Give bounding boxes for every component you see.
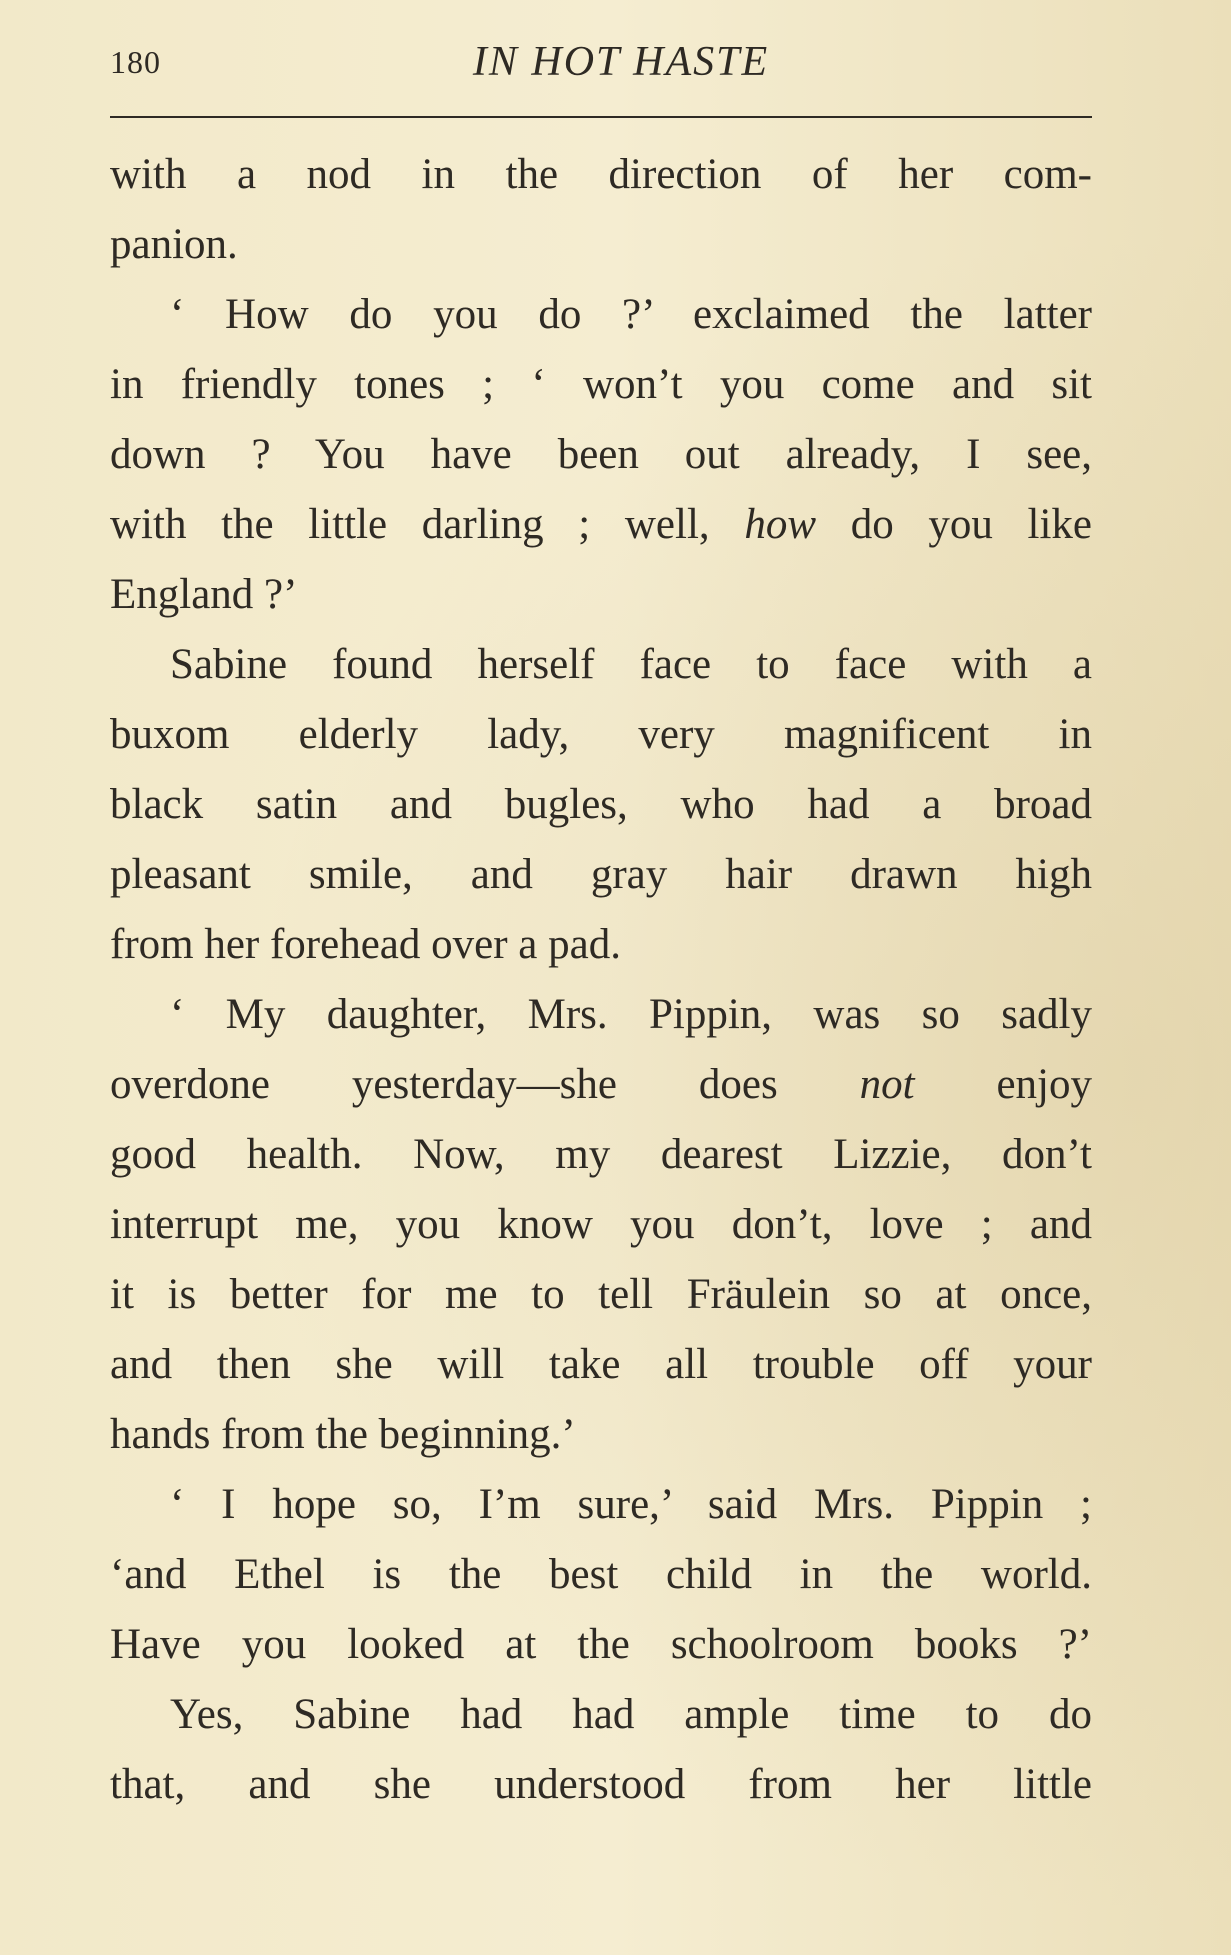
italic-word: not (859, 1061, 915, 1108)
text-line: buxom elderly lady, very magnificent in (110, 711, 1092, 758)
text-segment: do you like (850, 501, 1093, 548)
text-segment: overdone yesterday—she does (110, 1061, 778, 1108)
text-line: in friendly tones ; ‘ won’t you come and sit (110, 361, 1092, 408)
text-line: with a nod in the direction of her com- (110, 151, 1092, 198)
text-line: ‘ How do you do ?’ exclaimed the latter (170, 291, 1092, 338)
text-line: panion. (110, 221, 238, 268)
text-line: ‘ I hope so, I’m sure,’ said Mrs. Pippin ; (170, 1481, 1092, 1528)
text-line: and then she will take all trouble off your (110, 1341, 1092, 1388)
text-line: pleasant smile, and gray hair drawn high (110, 851, 1092, 898)
text-line: down ? You have been out already, I see, (110, 431, 1092, 478)
text-line: ‘ My daughter, Mrs. Pippin, was so sadly (170, 991, 1092, 1038)
text-line: good health. Now, my dearest Lizzie, don’t (110, 1131, 1092, 1178)
book-page (110, 0, 1092, 1955)
running-title: IN HOT HASTE (472, 39, 770, 85)
text-line: hands from the beginning.’ (110, 1411, 576, 1458)
text-line: England ?’ (110, 571, 298, 618)
text-line: interrupt me, you know you don’t, love ; and (110, 1201, 1092, 1248)
text-line (110, 490, 1092, 560)
text-line: Yes, Sabine had had ample time to do (170, 1691, 1092, 1738)
text-segment: with the little darling ; well, (110, 501, 710, 548)
text-line: that, and she understood from her little (110, 1761, 1092, 1808)
text-line: it is better for me to tell Fräulein so at once, (110, 1271, 1092, 1318)
text-line: Have you looked at the schoolroom books ?’ (110, 1621, 1092, 1668)
text-line: black satin and bugles, who had a broad (110, 781, 1092, 828)
header-rule (110, 116, 1092, 118)
italic-word: how (744, 501, 817, 548)
page-number: 180 (110, 44, 161, 80)
text-segment: enjoy (996, 1061, 1093, 1108)
text-line: Sabine found herself face to face with a (170, 641, 1092, 688)
running-head (110, 38, 1092, 88)
text-line: from her forehead over a pad. (110, 921, 621, 968)
body-text (110, 140, 1092, 1820)
text-line: ‘and Ethel is the best child in the world. (110, 1551, 1092, 1598)
text-line (110, 1050, 1092, 1120)
